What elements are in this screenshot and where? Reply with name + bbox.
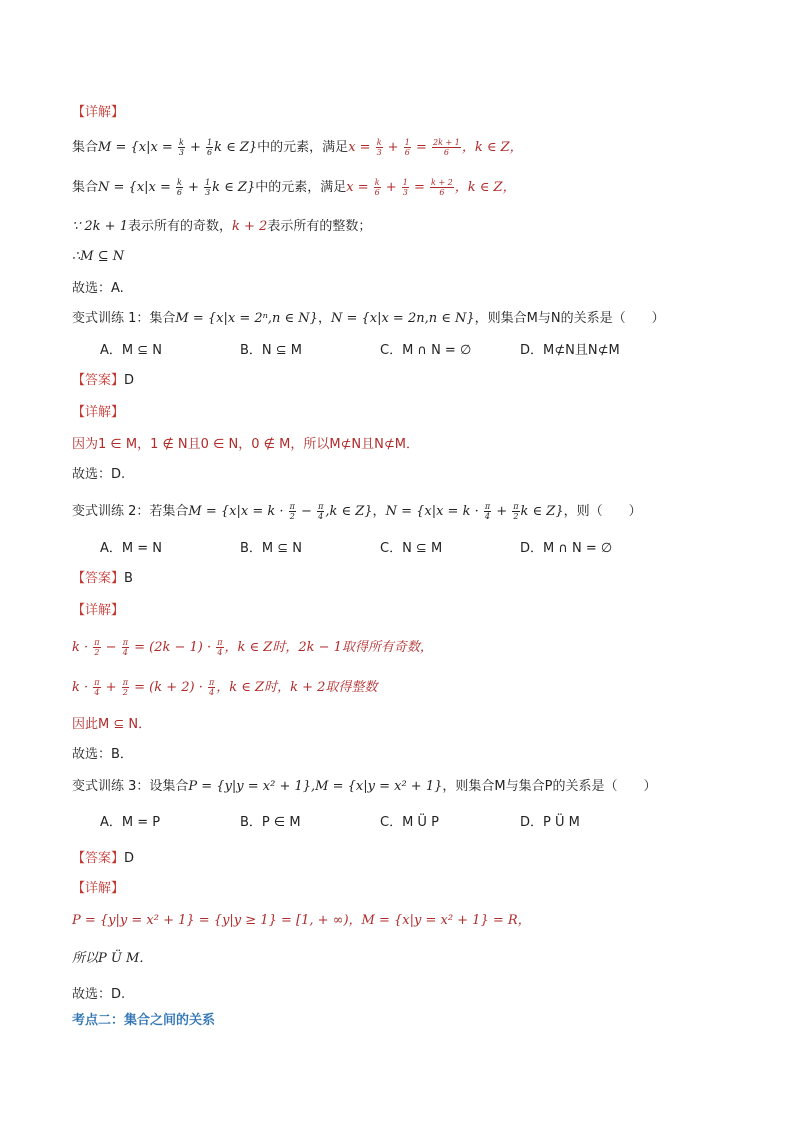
exercise-1-detail-tag: 【详解】 [72,405,125,420]
detail-tag: 【详解】 [72,105,125,120]
exercise-1-detail: 因为1 ∈ M，1 ∉ N且0 ∈ N，0 ∉ M，所以M⊄N且N⊄M． [72,437,419,452]
exercise-3-detail-2: 所以P Ü M． [72,951,153,966]
exercise-3-option-d[interactable]: D．P Ü M [520,815,580,830]
exercise-3-detail-tag: 【详解】 [72,881,125,896]
exercise-3-option-c[interactable]: C．M Ü P [380,815,439,830]
choice-line: 故选：A. [72,281,124,296]
exercise-3-stem: 变式训练 3：设集合P = {y|y = x² + 1},M = {x|y = x² + 1}，则集合M与集合P的关系是（ ） [72,779,657,794]
exercise-2-answer: 【答案】B [72,571,133,586]
exercise-3-option-a[interactable]: A．M = P [100,815,161,830]
exercise-1-stem: 变式训练 1：集合M = {x|x = 2ⁿ,n ∈ N}，N = {x|x = 2n,n ∈ N}，则集合M与N的关系是（ ） [72,311,665,326]
exercise-2-option-b[interactable]: B．M ⊆ N [240,541,303,556]
exercise-3-option-b[interactable]: B．P ∈ M [240,815,301,830]
set-n-line: 集合N = {x|x = $\frac{k}{6}$ + $\frac{1}{3}$ k ∈ Z}中的元素，满足x = $\frac{k}{6}$ + $\frac{1}{3}$ = $\frac{k + 2}{6}$ ，k ∈ Z， [72,178,516,197]
exercise-2-stem: 变式训练 2：若集合M = {x|x = k · $\frac{\pi}{2}$ − $\frac{\pi}{4}$ ,k ∈ Z}，N = {x|x = k · $\frac{\pi}{4}$ + $\frac{\pi}{2}$ k ∈ Z}，则（ ） [72,502,642,521]
exercise-1-option-d[interactable]: D．M⊄N且N⊄M [520,343,620,358]
exercise-3-detail-1: P = {y|y = x² + 1} = {y|y ≥ 1} = [1, + ∞)，M = {x|y = x² + 1} = R， [72,913,531,928]
odd-even-line: ∵ 2k + 1表示所有的奇数，k + 2表示所有的整数； [72,219,372,234]
set-m-line: 集合M = {x|x = $\frac{k}{3}$ + $\frac{1}{6}$ k ∈ Z}中的元素，满足x = $\frac{k}{3}$ + $\frac{1}{6}$ = $\frac{2k + 1}{6}$ ，k ∈ Z， [72,138,523,157]
exercise-2-option-a[interactable]: A．M = N [100,541,162,556]
exercise-3-conclusion: 故选：D. [72,987,126,1002]
exercise-2-detail-1: k · $\frac{\pi}{2}$ − $\frac{\pi}{4}$ = (2k − 1) · $\frac{\pi}{4}$ ，k ∈ Z时，2k − 1取得所有奇数， [72,638,433,657]
exercise-1-option-b[interactable]: B．N ⊆ M [240,343,303,358]
exercise-3-answer: 【答案】D [72,851,135,866]
therefore-line: ∴M ⊆ N [72,249,125,264]
exercise-1-option-c[interactable]: C．M ∩ N = ∅ [380,343,472,358]
exercise-2-detail-3: 因此M ⊆ N． [72,717,152,732]
exercise-2-conclusion: 故选：B． [72,747,133,762]
exercise-1-option-a[interactable]: A．M ⊆ N [100,343,162,358]
exercise-1-conclusion: 故选：D. [72,467,126,482]
exercise-2-option-c[interactable]: C．N ⊆ M [380,541,443,556]
exercise-2-option-d[interactable]: D．M ∩ N = ∅ [520,541,613,556]
exercise-2-detail-tag: 【详解】 [72,603,125,618]
exercise-1-answer: 【答案】D [72,373,135,388]
exercise-2-detail-2: k · $\frac{\pi}{4}$ + $\frac{\pi}{2}$ = (k + 2) · $\frac{\pi}{4}$ ，k ∈ Z时，k + 2取得整数 [72,678,378,697]
section-heading: 考点二：集合之间的关系 [72,1013,216,1028]
